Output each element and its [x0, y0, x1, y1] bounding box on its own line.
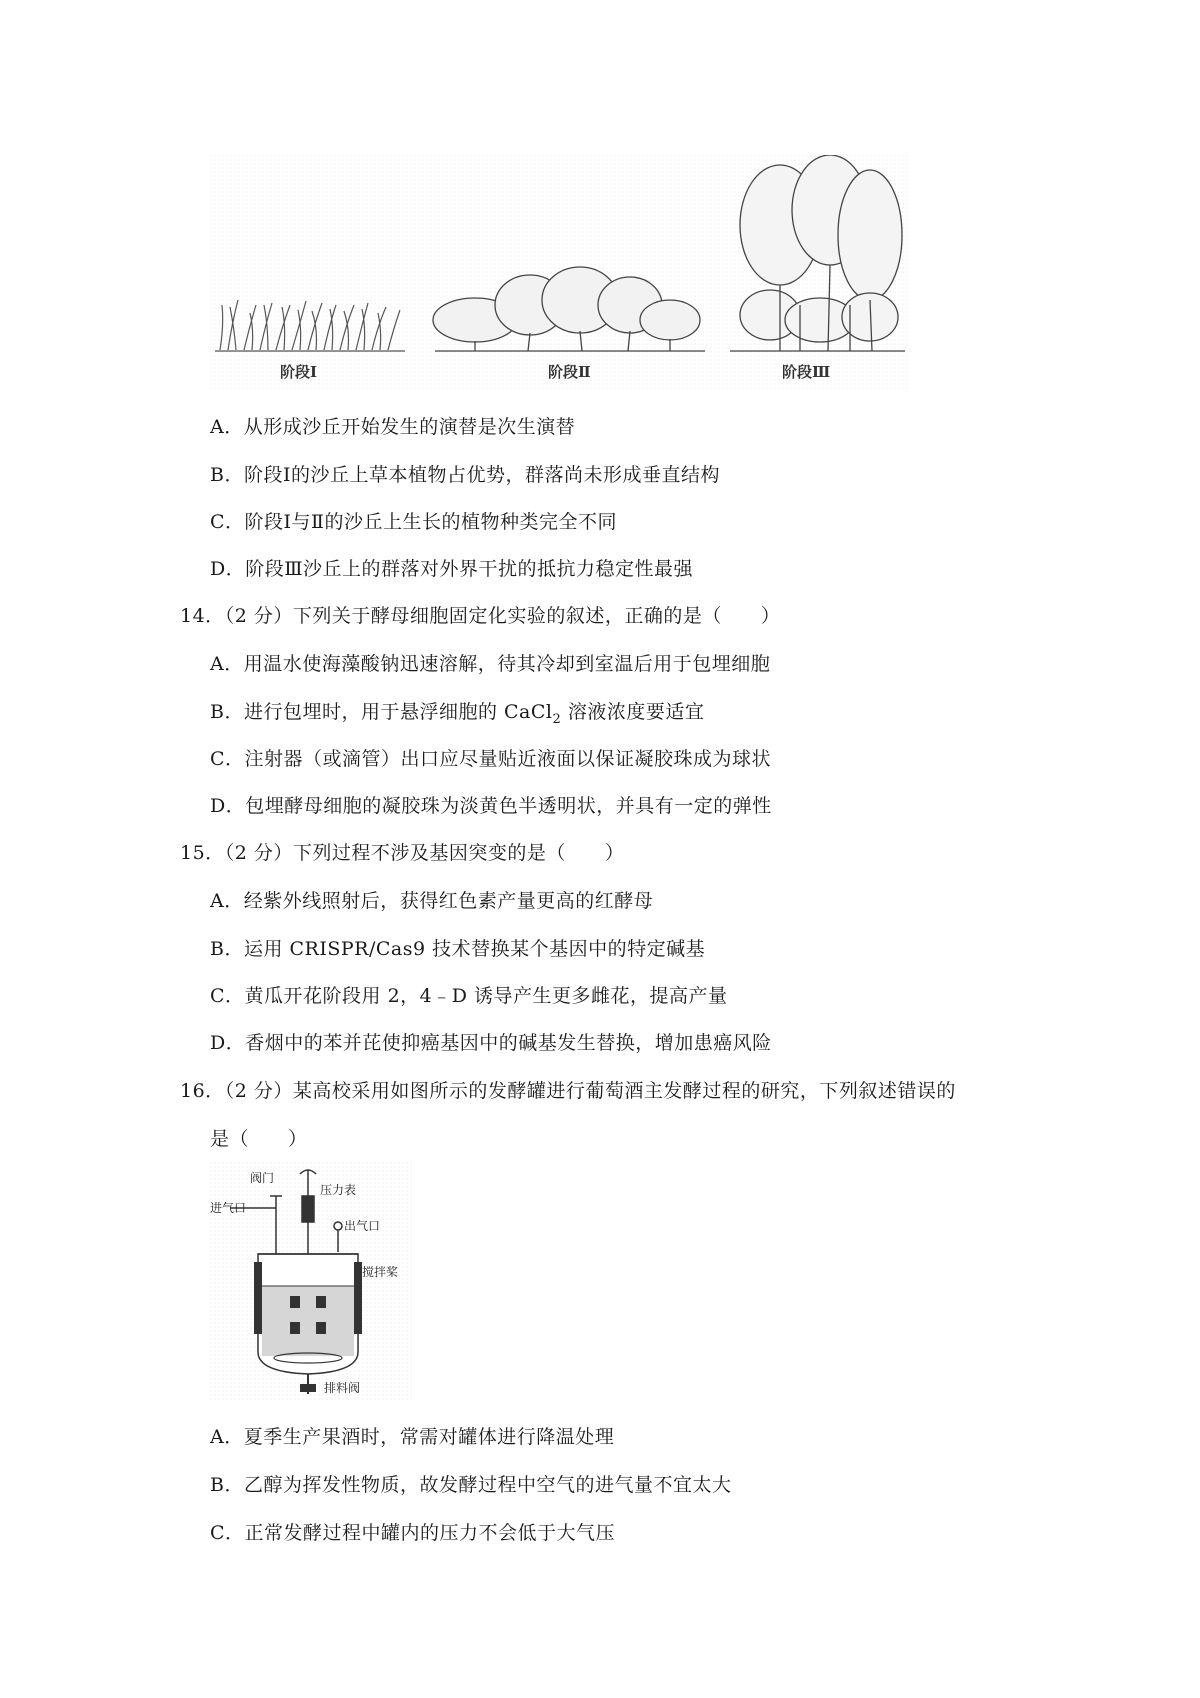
option-label: A． — [210, 653, 244, 675]
question-16-stem-continued: 是（ ） — [210, 1128, 308, 1150]
option-text-before: 进行包埋时，用于悬浮细胞的 CaCl — [243, 701, 553, 723]
question-number: 16． — [180, 1080, 225, 1102]
option-label: D． — [210, 795, 246, 817]
label-inlet: 进气口 — [210, 1201, 247, 1215]
option-text-after: 溶液浓度要适宜 — [561, 701, 705, 723]
q16-option-a — [210, 1422, 614, 1449]
question-points: （2 分） — [224, 842, 293, 864]
fermenter-diagram — [210, 1162, 415, 1400]
question-16-stem — [180, 1076, 956, 1103]
q16-option-c — [210, 1518, 615, 1545]
option-label: D． — [210, 558, 246, 580]
label-stirrer: 搅拌桨 — [362, 1265, 399, 1279]
option-text: 夏季生产果酒时，常需对罐体进行降温处理 — [243, 1426, 615, 1448]
q15-option-a — [210, 886, 653, 913]
q14-option-c — [210, 744, 771, 771]
option-text: 黄瓜开花阶段用 2，4﹣D 诱导产生更多雌花，提高产量 — [244, 985, 728, 1007]
q16-option-b — [210, 1470, 731, 1497]
option-text: 包埋酵母细胞的凝胶珠为淡黄色半透明状，并具有一定的弹性 — [245, 795, 772, 817]
option-text: 阶段Ⅰ的沙丘上草本植物占优势，群落尚未形成垂直结构 — [243, 464, 720, 486]
question-points: （2 分） — [224, 605, 293, 627]
option-label: C． — [210, 748, 245, 770]
question-number: 14． — [180, 605, 225, 627]
stage-2-label: 阶段Ⅱ — [548, 363, 591, 381]
option-label: A． — [210, 416, 244, 438]
option-label: D． — [210, 1032, 246, 1054]
q14-option-d — [210, 791, 772, 818]
option-text: 运用 CRISPR/Cas9 技术替换某个基因中的特定碱基 — [243, 938, 706, 960]
q13-option-d — [210, 554, 693, 581]
option-label: A． — [210, 890, 244, 912]
question-14-stem — [180, 601, 780, 628]
succession-stages-figure — [210, 155, 910, 390]
q13-option-b — [210, 460, 720, 487]
label-discharge-valve: 排料阀 — [324, 1381, 361, 1395]
option-text: 从形成沙丘开始发生的演替是次生演替 — [243, 416, 576, 438]
option-text: 阶段Ⅲ沙丘上的群落对外界干扰的抵抗力稳定性最强 — [245, 558, 694, 580]
q14-option-b — [210, 697, 704, 727]
question-number: 15． — [180, 842, 225, 864]
option-text: 注射器（或滴管）出口应尽量贴近液面以保证凝胶珠成为球状 — [244, 748, 772, 770]
option-text: 香烟中的苯并芘使抑癌基因中的碱基发生替换，增加患癌风险 — [245, 1032, 772, 1054]
question-text: 某高校采用如图所示的发酵罐进行葡萄酒主发酵过程的研究，下列叙述错误的 — [292, 1080, 956, 1102]
option-label: C． — [210, 1522, 245, 1544]
question-text: 下列关于酵母细胞固定化实验的叙述，正确的是（ ） — [292, 605, 781, 627]
q14-option-a — [210, 649, 770, 676]
label-valve: 阀门 — [250, 1171, 275, 1185]
option-label: B． — [210, 701, 244, 723]
option-label: C． — [210, 985, 245, 1007]
subscript: 2 — [552, 711, 562, 727]
q15-option-d — [210, 1028, 772, 1055]
label-pressure-gauge: 压力表 — [320, 1183, 357, 1197]
q15-option-b — [210, 934, 705, 961]
option-text: 用温水使海藻酸钠迅速溶解，待其冷却到室温后用于包埋细胞 — [243, 653, 771, 675]
option-text: 阶段Ⅰ与Ⅱ的沙丘上生长的植物种类完全不同 — [244, 511, 617, 533]
question-text: 下列过程不涉及基因突变的是（ ） — [292, 842, 625, 864]
q13-option-a — [210, 412, 575, 439]
option-label: A． — [210, 1426, 244, 1448]
question-15-stem — [180, 838, 624, 865]
option-label: B． — [210, 464, 244, 486]
option-label: B． — [210, 1474, 244, 1496]
option-label: B． — [210, 938, 244, 960]
option-text: 经紫外线照射后，获得红色素产量更高的红酵母 — [243, 890, 654, 912]
stage-3-forest-illustration — [730, 155, 905, 351]
question-points: （2 分） — [224, 1080, 293, 1102]
stage-1-label: 阶段Ⅰ — [280, 363, 318, 381]
option-text: 乙醇为挥发性物质，故发酵过程中空气的进气量不宜太大 — [243, 1474, 732, 1496]
q13-option-c — [210, 507, 617, 534]
option-text: 正常发酵过程中罐内的压力不会低于大气压 — [244, 1522, 616, 1544]
stage-3-label: 阶段Ⅲ — [782, 363, 831, 381]
label-outlet: 出气口 — [344, 1219, 381, 1233]
option-label: C． — [210, 511, 245, 533]
q15-option-c — [210, 981, 728, 1008]
